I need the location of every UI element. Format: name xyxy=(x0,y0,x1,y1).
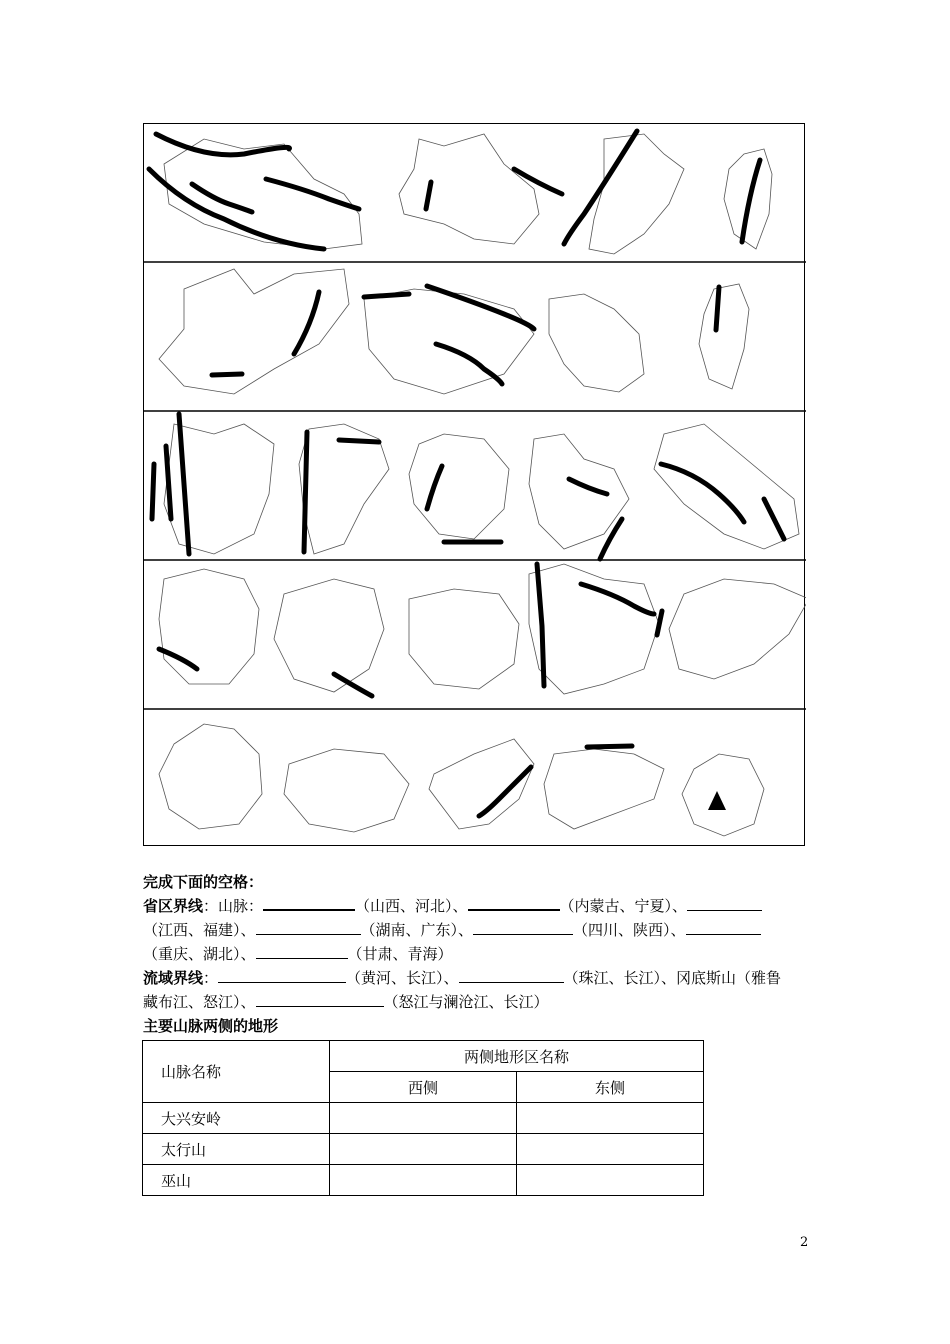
answer-blank[interactable] xyxy=(686,920,761,935)
answer-cell-west[interactable] xyxy=(330,1134,517,1165)
mountain-sides-table xyxy=(142,1040,704,1196)
col-header-west: 西侧 xyxy=(330,1072,517,1103)
blank-hint: （山西、河北）、 xyxy=(355,897,468,915)
mountain-label: ：山脉： xyxy=(203,897,264,915)
blank-hint: （怒江与澜沧江、长江） xyxy=(383,993,549,1011)
answer-blank[interactable] xyxy=(459,968,564,983)
row4-outlines xyxy=(159,564,806,694)
province-label: 省区界线 xyxy=(143,897,204,915)
answer-blank[interactable] xyxy=(218,968,346,983)
answer-blank[interactable] xyxy=(263,895,355,911)
col-header-group: 两侧地形区名称 xyxy=(330,1041,704,1072)
row-name: 巫山 xyxy=(143,1165,330,1196)
province-outlines-figure xyxy=(144,124,806,847)
row-name: 太行山 xyxy=(143,1134,330,1165)
answer-blank[interactable] xyxy=(256,944,348,959)
mountain-strokes xyxy=(149,131,784,816)
answer-cell-east[interactable] xyxy=(517,1134,704,1165)
answer-blank[interactable] xyxy=(468,895,560,911)
answer-blank[interactable] xyxy=(256,920,361,935)
row5-outlines xyxy=(159,724,764,836)
answer-cell-west[interactable] xyxy=(330,1103,517,1134)
basin-label: 流域界线 xyxy=(143,969,204,987)
table-row xyxy=(143,1165,704,1196)
province-line-3 xyxy=(143,942,813,966)
answer-cell-east[interactable] xyxy=(517,1165,704,1196)
row-name: 大兴安岭 xyxy=(143,1103,330,1134)
exercise-heading: 完成下面的空格： xyxy=(143,873,264,891)
col-header-name: 山脉名称 xyxy=(143,1041,330,1103)
blank-hint: （重庆、湖北）、 xyxy=(143,945,256,963)
answer-blank[interactable] xyxy=(256,992,384,1007)
blank-hint: （甘肃、青海） xyxy=(347,945,453,963)
row2-outlines xyxy=(159,269,749,394)
answer-blank[interactable] xyxy=(473,920,573,935)
basin-line-2 xyxy=(143,990,813,1014)
answer-cell-east[interactable] xyxy=(517,1103,704,1134)
col-header-east: 东侧 xyxy=(517,1072,704,1103)
blank-hint: （黄河、长江）、 xyxy=(346,969,459,987)
basin-colon: ： xyxy=(203,969,219,987)
basin-line-1 xyxy=(143,966,813,990)
blank-hint: （珠江、长江）、冈底斯山（雅鲁 xyxy=(563,969,782,987)
blank-hint: （四川、陕西）、 xyxy=(573,921,686,939)
province-line-1 xyxy=(143,894,813,918)
table-row xyxy=(143,1103,704,1134)
page-number: 2 xyxy=(800,1235,809,1250)
exercise-section xyxy=(143,870,813,1038)
row3-outlines xyxy=(164,424,799,554)
blank-hint: （江西、福建）、 xyxy=(143,921,256,939)
blank-hint: （湖南、广东）、 xyxy=(360,921,474,939)
answer-blank[interactable] xyxy=(687,896,762,911)
province-map-panel xyxy=(143,123,805,846)
blank-hint: （内蒙古、宁夏）、 xyxy=(559,897,688,915)
blank-hint: 藏布江、怒江）、 xyxy=(143,993,256,1011)
answer-cell-west[interactable] xyxy=(330,1165,517,1196)
triangle-marker xyxy=(708,791,726,810)
table-title: 主要山脉两侧的地形 xyxy=(143,1017,279,1035)
province-line-2 xyxy=(143,918,813,942)
table-row xyxy=(143,1134,704,1165)
